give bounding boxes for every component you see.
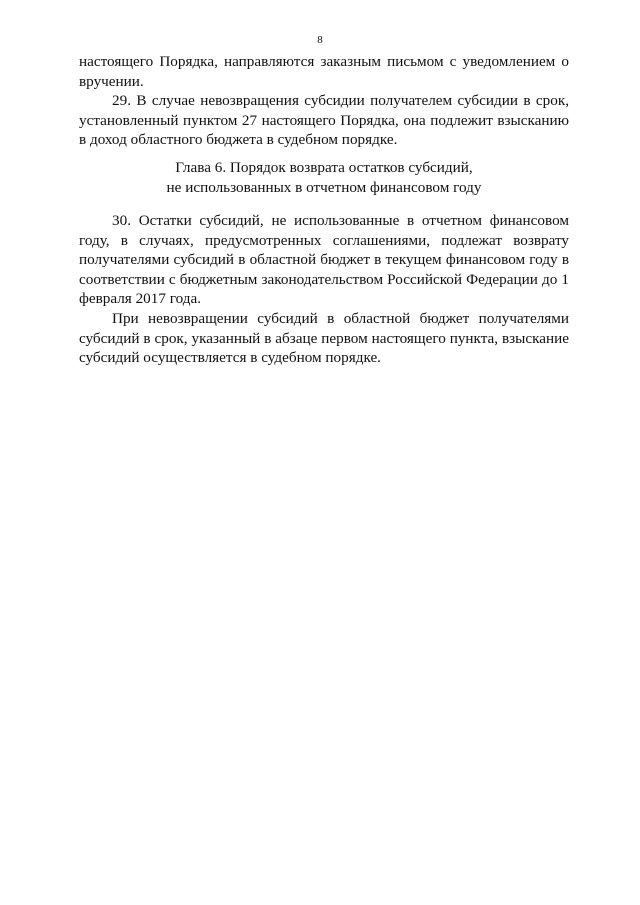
page-number: 8 [317,34,323,46]
paragraph-30-second: При невозвращении субсидий в областной бюджет получателями субсидий в срок, указанный в абзаце первом настоящего пункта, взыскание субсидий осуществляется в судебном порядке. [79,309,569,367]
text-block-top [79,52,569,150]
chapter-title-line-2: не использованных в отчетном финансовом году [166,178,482,196]
chapter-title-line-1: Глава 6. Порядок возврата остатков субсидий, [175,159,473,176]
text-block-bottom [79,211,569,368]
chapter-heading [79,158,569,197]
paragraph-continuation: настоящего Порядка, направляются заказным письмом с уведомлением о вручении. [79,53,569,90]
paragraph-30: 30. Остатки субсидий, не использованные в отчетном финансовом году, в случаях, предусмотренных соглашениями, подлежат возврату получателями субсидий в областной бюджет в текущем финансовом году в соответствии с бюджетным законодательством Российской Федерации до 1 февраля 2017 года. [79,212,569,308]
paragraph-29: 29. В случае невозвращения субсидии получателем субсидии в срок, установленный пунктом 27 настоящего Порядка, она подлежит взысканию в доход областного бюджета в судебном порядке. [79,92,569,149]
